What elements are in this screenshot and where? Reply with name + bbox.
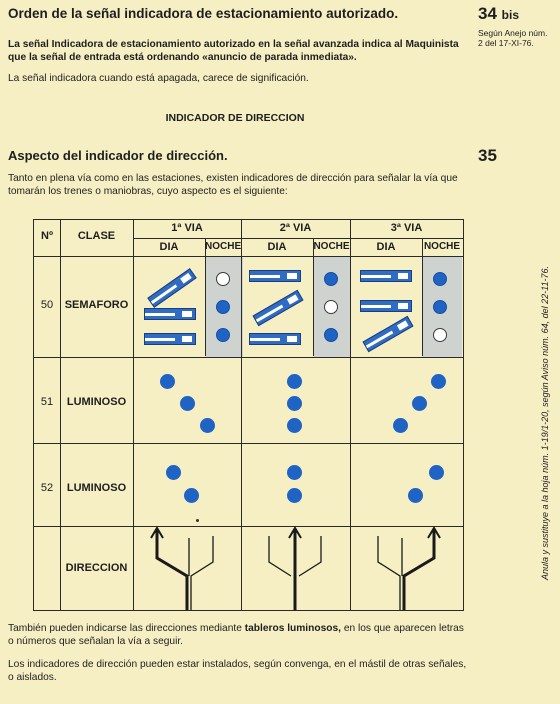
light-dot-icon (287, 418, 302, 433)
aspect-number: 35 (478, 146, 497, 165)
header-noche-2: NOCHE (313, 241, 350, 252)
semaphore-arm-icon (144, 333, 196, 345)
light-dot-icon (287, 488, 302, 503)
paragraph-1: La señal Indicadora de estacionamiento autorizado en la señal avanzada indica al Maquinista que la señal de entrada está ordenando «anuncio de parada inmediata». (8, 39, 459, 63)
semaphore-arm-icon (249, 333, 301, 345)
section-number (478, 4, 519, 24)
row-52-num: 52 (40, 482, 54, 494)
semaphore-arm-icon (144, 308, 196, 320)
semaphore-arm-icon (360, 300, 412, 312)
semaphore-arm-icon (147, 268, 196, 308)
header-dia-3: DIA (376, 241, 396, 253)
light-dot-icon (184, 488, 199, 503)
direction-track-straight-icon (241, 526, 350, 612)
semaphore-arm-icon (362, 316, 413, 352)
light-dot-icon (429, 465, 444, 480)
lamp-on-icon (324, 328, 338, 342)
lamp-on-icon (433, 272, 447, 286)
header-noche-3: NOCHE (423, 241, 461, 252)
paragraph-3-end: en los que aparecen letras o números que señalan la vía a seguir. (8, 623, 464, 647)
light-dot-icon (160, 374, 175, 389)
section-title: Orden de la señal indicadora de estacionamiento autorizado. (8, 6, 399, 21)
light-dot-icon (287, 465, 302, 480)
header-via2: 2ª VIA (279, 222, 312, 234)
light-dot-icon (200, 418, 215, 433)
aspect-intro: Tanto en plena vía como en las estaciones, existen indicadores de dirección para señalar la vía que tomarán los trenes o maniobras, cuyo aspecto es el siguiente: (8, 173, 458, 197)
row-50-num: 50 (40, 299, 54, 311)
paragraph-3-start: También pueden indicarse las direcciones mediante (8, 623, 242, 634)
light-dot-icon (431, 374, 446, 389)
lamp-off-icon (216, 272, 230, 286)
row-50-clase: SEMAFORO (64, 299, 129, 311)
semaphore-arm-icon (249, 270, 301, 282)
signal-table (33, 219, 464, 611)
section-number-suffix: bis (501, 8, 519, 22)
light-dot-icon (166, 465, 181, 480)
header-dia-1: DIA (159, 241, 179, 253)
lamp-on-icon (216, 300, 230, 314)
light-dot-icon (393, 418, 408, 433)
indicator-heading: INDICADOR DE DIRECCION (165, 112, 305, 124)
light-dot-icon (287, 396, 302, 411)
header-noche-1: NOCHE (205, 241, 242, 252)
direction-track-left-icon (133, 526, 241, 612)
aspect-title: Aspecto del indicador de dirección. (8, 148, 228, 163)
header-dia-2: DIA (267, 241, 287, 253)
header-num: Nº (41, 230, 53, 242)
light-dot-icon (287, 374, 302, 389)
light-dot-icon (412, 396, 427, 411)
header-via1: 1ª VIA (171, 222, 203, 234)
lamp-on-icon (216, 328, 230, 342)
header-via3: 3ª VIA (390, 222, 423, 234)
section-number-value: 34 (478, 4, 497, 23)
row-direccion-clase: DIRECCION (65, 562, 128, 574)
lamp-off-icon (324, 300, 338, 314)
header-clase: CLASE (77, 230, 116, 242)
row-51-clase: LUMINOSO (66, 396, 127, 408)
light-dot-icon (408, 488, 423, 503)
row-51-num: 51 (40, 396, 54, 408)
side-annotation: Anula y sustituye a la hoja núm. 1-19/1-20, según Aviso núm. 64, del 22-11-76. (540, 265, 550, 580)
lamp-off-icon (433, 328, 447, 342)
paragraph-2: La señal indicadora cuando está apagada, carece de significación. (8, 73, 309, 84)
semaphore-arm-icon (360, 270, 412, 282)
lamp-on-icon (433, 300, 447, 314)
paragraph-3-bold: tableros luminosos, (244, 623, 341, 634)
paragraph-4: Los indicadores de dirección pueden estar instalados, según convenga, en el mástil de otras señales, o aislados. (8, 659, 467, 683)
semaphore-arm-icon (252, 290, 303, 326)
paragraph-3 (8, 622, 470, 648)
row-52-clase: LUMINOSO (66, 482, 127, 494)
light-dot-icon (180, 396, 195, 411)
lamp-on-icon (324, 272, 338, 286)
direction-track-right-icon (350, 526, 463, 612)
side-note: Según Anejo núm. 2 del 17-XI-76. (478, 28, 548, 48)
